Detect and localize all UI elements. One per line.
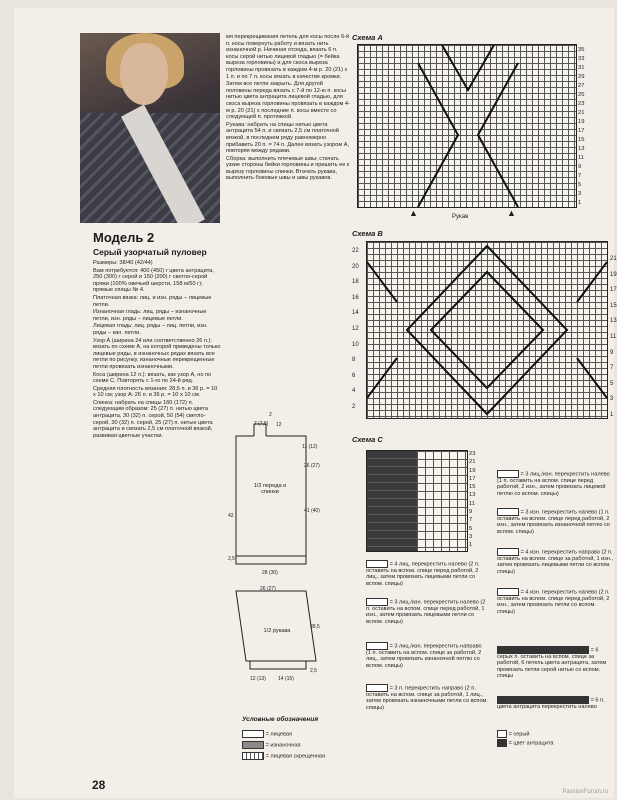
row-number: 19 xyxy=(610,271,617,278)
row-number: 21 xyxy=(469,459,476,466)
row-number: 21 xyxy=(610,256,617,262)
row-number: 12 xyxy=(352,325,359,332)
row-number: 22 xyxy=(352,248,359,254)
symbol-text: = 4 изн. перекрестить направо (2 п. оставить на вспом. спице за работой, 1 изн., затем провязать лицевыми петли со вспом. спицы) xyxy=(497,549,613,575)
row-number: 16 xyxy=(352,294,359,301)
knit-symbol-icon xyxy=(242,730,264,738)
sleeve-pattern-label: 1/2 рукава xyxy=(263,628,291,634)
row-number: 1 xyxy=(469,542,473,549)
symbol-explanation xyxy=(497,696,613,710)
row-number: 23 xyxy=(578,101,585,107)
cable-left-4-icon xyxy=(366,560,388,568)
dim-label: 26 (27) xyxy=(260,586,276,592)
cable-right-purl-4-icon xyxy=(497,548,519,556)
row-number: 5 xyxy=(578,182,582,188)
cable-left-purl-4-icon xyxy=(497,588,519,596)
row-number: 11 xyxy=(610,333,617,340)
cable-left-3-icon xyxy=(366,598,388,606)
arrow-up-icon: ▲ xyxy=(409,208,418,218)
symbol-explanation xyxy=(366,642,488,669)
text-paragraph: Изнаночная гладь: лиц. ряды – изнаночные петли, изн. ряды – лицевые петли. xyxy=(93,309,207,322)
row-number: 15 xyxy=(469,484,476,491)
row-number: 17 xyxy=(610,287,617,294)
schema-c-dark-block xyxy=(367,451,417,551)
row-number: 21 xyxy=(578,110,585,116)
dim-label: 11 (12) xyxy=(302,444,318,450)
row-number: 15 xyxy=(610,302,617,309)
text-paragraph: Рукава: набрать на спицы нитью цвета антрацита 54 п. и связать 2,5 см платочной вязкой, в последнем ряду равномерно прибавить 20 п. = 74 п. Далее вязать узором А, повторяя между рядами. xyxy=(226,121,350,155)
left-text-column xyxy=(93,260,221,440)
schema-c-grid xyxy=(366,450,468,552)
row-number: 18 xyxy=(352,279,359,286)
symbol-explanation xyxy=(497,508,613,535)
symbol-text: = 3 изн. перекрестить налево (1 п. оставить на вспом. спице перед работой, 2 изн., затем провязать изнаночной петлю со вспом. спицы) xyxy=(497,509,610,535)
model-subtitle: Серый узорчатый пуловер xyxy=(93,247,207,257)
row-number: 1 xyxy=(578,200,582,206)
page-number: 28 xyxy=(92,778,106,792)
cable-6-grey-icon xyxy=(497,646,589,654)
schema-a-title: Схема А xyxy=(352,33,383,42)
twisted-knit-symbol-icon xyxy=(242,752,264,760)
symbol-text: = 4 лиц. перекрестить налево (2 п. оставить на вспом. спице перед работой, 2 лиц., затем провязать лицевыми петли со вспом. спицы) xyxy=(366,561,480,587)
row-number: 7 xyxy=(469,517,473,524)
dim-label: 2,5 xyxy=(228,556,235,562)
schema-b-row-numbers-left xyxy=(352,244,359,416)
row-number: 1 xyxy=(610,411,614,418)
row-number: 8 xyxy=(352,357,356,364)
symbol-explanation xyxy=(497,548,613,575)
schema-b-title: Схема В xyxy=(352,229,383,238)
model-title: Модель 2 xyxy=(93,230,155,245)
symbol-explanation xyxy=(497,470,613,497)
row-number: 17 xyxy=(578,128,585,134)
text-paragraph: Вам потребуется: 400 (450) г цвета антрацита, 250 (300) г серой и 150 (200) г светло-серой пряжи (100% овечьей шерсти, 158 м/50 г); прямые спицы № 4. xyxy=(93,267,214,294)
text-paragraph: Средняя плотность вязания: 28,5 п. и 36 р. = 10 х 10 см; узор А: 26 п. и 36 р. = 10 х 10 см. xyxy=(93,385,218,399)
magazine-page xyxy=(14,8,617,798)
row-number: 19 xyxy=(469,467,476,474)
row-number: 23 xyxy=(469,451,476,457)
grey-color-swatch xyxy=(497,730,507,738)
dim-label: 7 (7,5) xyxy=(254,421,269,427)
legend-item xyxy=(242,730,292,738)
row-number: 9 xyxy=(610,349,614,356)
legend-text: = лицевая xyxy=(265,731,293,738)
schema-c-title: Схема С xyxy=(352,435,383,444)
text-paragraph: Затем все петли закрыть. Для другой половины переда вязать с 7-й по 12-ю п. косы нитью цвета антрацита лицевой гладью, для скоса выреза горловины провязать в каждом 4-м р. 20 (21) х последние п. косы вместе со следующей п. протяжкой. xyxy=(226,81,350,121)
cable-right-3b-icon xyxy=(366,684,388,692)
schema-b-grid xyxy=(366,241,608,419)
symbol-text: = 3 лиц./изн. перекрестить налево (2 п. оставить на вспом. спице перед работой, 1 изн., затем провязать лицевыми петли со вспом. спицы) xyxy=(366,599,486,625)
row-number: 15 xyxy=(578,137,585,143)
row-number: 11 xyxy=(578,155,585,161)
schema-a-grid xyxy=(357,44,577,208)
legend-item xyxy=(242,741,301,749)
cable-left-purl-icon xyxy=(497,470,519,478)
row-number: 2 xyxy=(352,403,356,410)
row-number: 29 xyxy=(578,74,585,80)
symbol-text: = 6 серых п. оставить на вспом. спице за работой, 6 петель цвета антрацита, затем провязать петли серой нитью со вспом. спицы xyxy=(497,647,607,680)
symbol-explanation xyxy=(366,598,488,625)
symbol-text: = цвет антрацита xyxy=(508,740,554,747)
dim-label: 12 xyxy=(276,422,282,428)
dim-label: 2,5 xyxy=(310,668,317,674)
schema-b-lines xyxy=(367,242,607,418)
row-number: 10 xyxy=(352,341,359,348)
anthracite-color-swatch xyxy=(497,739,507,747)
schema-a-row-numbers xyxy=(578,46,584,208)
symbol-explanation xyxy=(366,684,488,711)
symbol-explanation xyxy=(497,739,553,747)
text-paragraph: Лицевая гладь: лиц. ряды – лиц. петли, изн. ряды – изн. петли. xyxy=(93,323,208,336)
legend-text: = изнаночная xyxy=(265,742,301,749)
row-number: 3 xyxy=(578,191,582,197)
symbol-text: = 6 п. цвета антрацита перекрестить налево xyxy=(497,697,605,710)
row-number: 35 xyxy=(578,47,585,53)
front-pattern-label: 1/2 переда и спинки xyxy=(253,483,287,495)
row-number: 7 xyxy=(610,365,614,372)
schema-a-lines xyxy=(358,45,576,207)
row-number: 6 xyxy=(352,372,356,379)
cable-left-purl-3-icon xyxy=(497,508,519,516)
row-number: 11 xyxy=(469,500,476,507)
text-paragraph: Коса (ширина 12 п.): вязать, как узор А, но по схеме С. Повторять с 1-го по 24-й ряд. xyxy=(93,371,212,385)
text-paragraph: Платочная вязка: лиц. и изн. ряды – лицевые петли. xyxy=(93,294,212,308)
row-number: 31 xyxy=(578,65,585,71)
row-number: 13 xyxy=(469,492,476,499)
row-number: 5 xyxy=(469,525,473,532)
row-number: 17 xyxy=(469,475,476,482)
row-number: 9 xyxy=(578,164,582,170)
dim-label: 42 xyxy=(228,513,234,519)
row-number: 9 xyxy=(469,509,473,516)
watermark: PassionForum.ru xyxy=(562,789,608,795)
dim-label: 26 (27) xyxy=(304,463,320,469)
text-paragraph: Размеры: 38/40 (42/44) xyxy=(93,260,153,266)
dim-label: 14 (15) xyxy=(278,676,294,682)
model-photo xyxy=(80,33,220,223)
symbol-explanation xyxy=(497,730,530,738)
schema-b-row-numbers-right xyxy=(610,252,617,424)
photo-face xyxy=(120,43,168,105)
dim-label: 41 (40) xyxy=(304,508,320,514)
schema-c-row-numbers xyxy=(469,450,475,550)
row-number: 27 xyxy=(578,83,585,89)
symbol-text: = серый xyxy=(508,731,530,738)
row-number: 7 xyxy=(578,173,582,179)
symbol-text: = 3 п. перекрестить направо (2 п. оставить на вспом. спице за работой, 1 лиц., затем провязать изнаночными петли со вспом. спицы) xyxy=(366,685,488,711)
row-number: 4 xyxy=(352,388,356,395)
cable-6-anthracite-icon xyxy=(497,696,589,704)
purl-symbol-icon xyxy=(242,741,264,749)
row-number: 20 xyxy=(352,263,359,270)
row-number: 3 xyxy=(610,396,614,403)
row-number: 13 xyxy=(578,146,585,152)
legend-item xyxy=(242,752,325,760)
row-number: 5 xyxy=(610,380,614,387)
schema-c-light-block xyxy=(417,451,467,551)
symbol-explanation xyxy=(366,560,488,587)
legend-text: = лицевая скрещенная xyxy=(265,753,326,760)
legend-title: Условные обозначения xyxy=(242,716,319,723)
dim-label: 12 (13) xyxy=(250,676,266,682)
text-paragraph: мя перекрещивания петель для косы после 6-й п. косы повернуть работу и вязать нить изнаночной р. Начиная отсюда, вязать 6 п. косы серой нитью лицевой гладью (= бейка выреза горловины) и для скоса выреза горловины провязать в каждом 4-м р. 20 (21) х 1 п. и по 7 п. косы вязать в качестве кромки. xyxy=(226,34,350,80)
dim-label: 28 (30) xyxy=(262,570,278,576)
text-paragraph: Спинка: набрать на спицы 160 (172) п. следующим образом: 25 (27) п. нитью цвета антрацита, 30 (32) п. серой, 50 (54) светло-серой, 30 (32) п. серой, 25 (27) п. нитью цвета антрацита и связать 2,5 см платочной вязкой, развивая цветные участки. xyxy=(93,399,213,439)
row-number: 14 xyxy=(352,310,359,317)
row-number: 19 xyxy=(578,119,585,125)
symbol-text: = 3 лиц./изн. перекрестить налево (1 п. оставить на вспом. спице перед работой, 2 изн., затем провязать лицевой петлю со вспом. спицы) xyxy=(497,471,610,497)
symbol-text: = 3 лиц./изн. перекрестить направо (1 п. оставить на вспом. спице за работой, 2 лиц., затем провязать изнаночной петлю со вспом. спицы) xyxy=(366,643,482,669)
symbol-explanation xyxy=(497,646,613,680)
cable-right-3-icon xyxy=(366,642,388,650)
symbol-text: = 4 изн. перекрестить налево (2 п. оставить на вспом. спице перед работой, 2 изн., затем провязать петли со вспом. спицы) xyxy=(497,589,610,615)
row-number: 3 xyxy=(469,533,473,540)
symbol-explanation xyxy=(497,588,613,615)
sleeve-label: Рукав xyxy=(452,214,469,220)
text-paragraph: Узор А (ширина 24 или соответственно 26 п.): вязать по схеме А, на которой приведены только лицевые ряды, в изнаночных рядах вязать все петли по рисунку, изнаночные перекрещенные петли провязать изнаночными. xyxy=(93,337,221,370)
arrow-up-icon: ▲ xyxy=(507,208,516,218)
text-paragraph: Сборка: выполнить плечевые швы; стачать узкие стороны бейки горловины и пришить ее к вырезу горловины спинки. Втачать рукава, выполнить боковые швы и швы рукавов. xyxy=(226,155,350,182)
row-number: 13 xyxy=(610,318,617,325)
middle-text-column xyxy=(226,34,350,183)
dim-label: 39,5 xyxy=(310,624,320,630)
pattern-drawings xyxy=(226,416,336,706)
row-number: 25 xyxy=(578,92,585,98)
dim-label: 2 xyxy=(269,412,272,418)
row-number: 33 xyxy=(578,56,585,62)
